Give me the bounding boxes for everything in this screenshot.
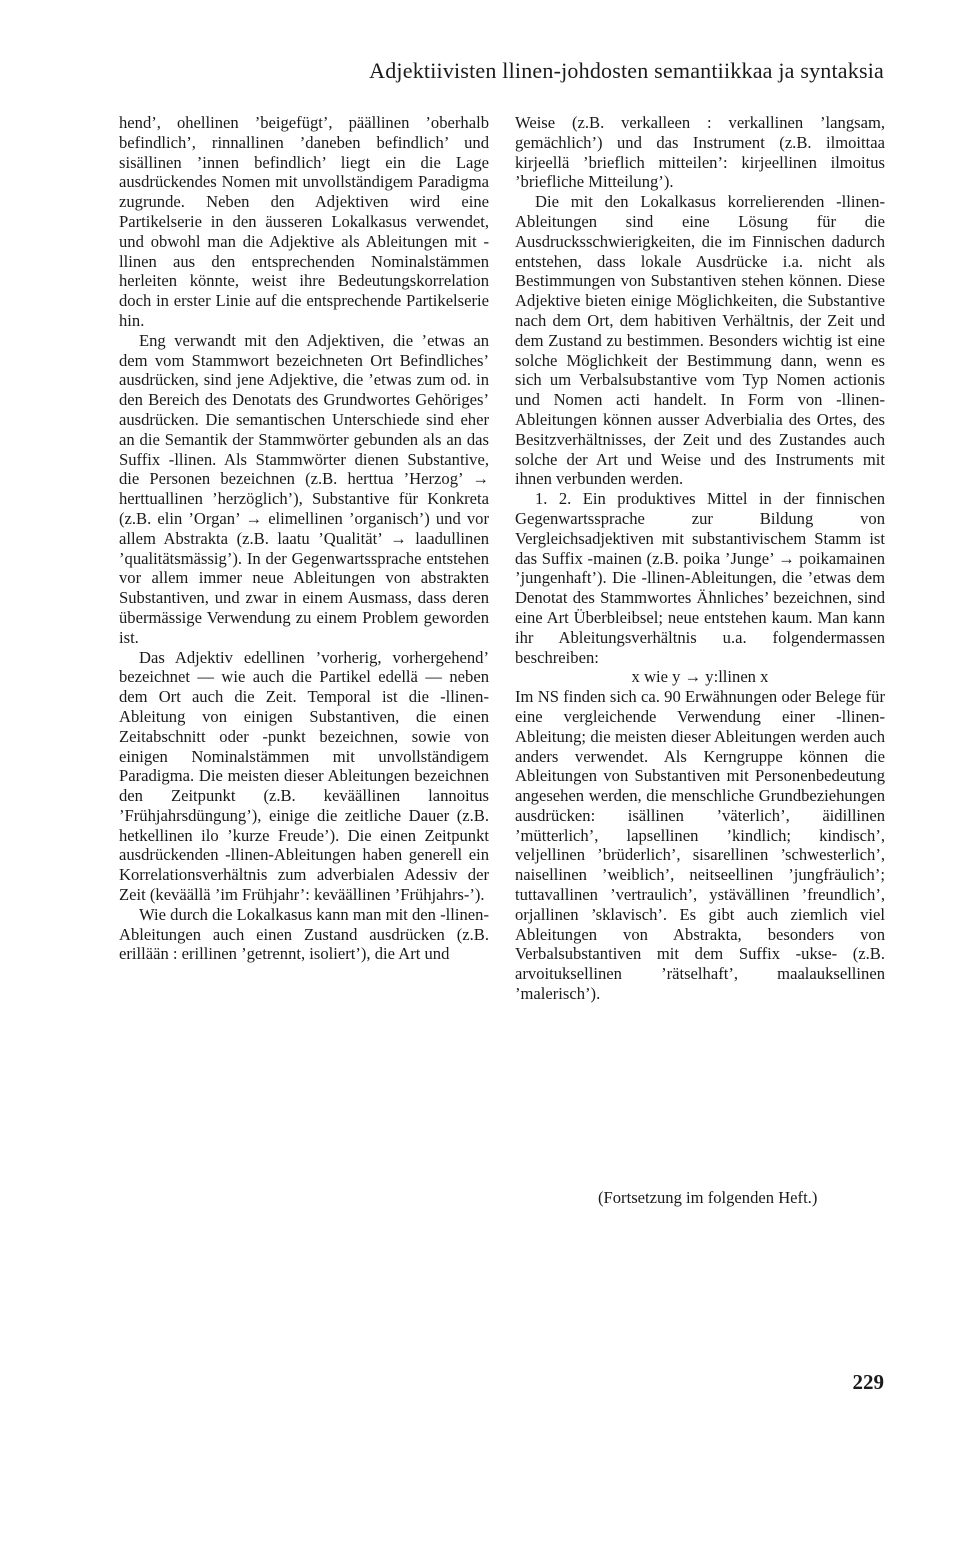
paragraph-temporal-adjectives: Das Adjektiv edellinen ’vorherig, vorhergehend’ bezeichnet — wie auch die Partikel edellä — neben dem Ort auch die Zeit. Temporal ist die -llinen-Ableitung von einigen Substantiven, die einen Zeitabschnitt oder -punkt bezeichnen, sowie von einigen Nominalstämmen mit unvollständigem Paradigma. Die meisten dieser Ableitungen bezeichnen den Zeitpunkt (z.B. keväällinen lannoitus ’Frühjahrsdüngung’), einige die zeitliche Dauer (z.B. hetkellinen ilo ’kurze Freude’). Die einen Zeitpunkt ausdrückenden -llinen-Ableitungen haben generell ein Korrelationsverhältnis zum adverbialen Adessiv der Zeit (keväällä ’im Frühjahr’: keväällinen ’Frühjahrs-’).	[119, 647, 489, 905]
paragraph-comparative-adjectives: 1. 2. Ein produktives Mittel in der finnischen Gegenwartssprache zur Bildung von Vergleichsadjektiven mit substantivischem Stamm ist das Suffix -mainen (z.B. poika ’Junge’ → poikamainen ’jungenhaft’). Die -llinen-Ableitungen, die ’etwas dem Denotat des Stammwortes Ähnliches’ bezeichnen, sind eine Art Überbleibsel; neue entstehen kaum. Man kann ihr Ableitungsverhältnis u.a. folgendermassen beschreiben:	[515, 489, 885, 667]
paragraph-locative-correlation: Die mit den Lokalkasus korrelierenden -llinen-Ableitungen sind eine Lösung für die Ausdrucksschwierigkeiten, die im Finnischen dadurch entstehen, dass lokale Ausdrücke i.a. nicht als Bestimmungen von Substantiven stehen können. Diese Adjektive bieten einige Möglichkeiten, die Substantive nach dem Ort, dem habitiven Verhältnis, der Zeit und dem Zustand zu bestimmen. Besonders wichtig ist eine solche Möglichkeit der Bestimmung dann, wenn es sich um Verbalsubstantive vom Typ Nomen actionis und Nomen acti handelt. In Form von -llinen-Ableitungen können ausser Adverbialia des Ortes, des Besitzverhältnisses, der Zeit und des Zustandes auch solche der Art und Weise und des Instruments mit ihnen verbunden werden.	[515, 192, 885, 489]
paragraph-state-adjectives: Wie durch die Lokalkasus kann man mit den -llinen-Ableitungen auch einen Zustand ausdrücken (z.B. erillään : erillinen ’getrennt, isoliert’), die Art und	[119, 904, 489, 964]
page-number: 229	[852, 1370, 884, 1394]
left-column	[119, 113, 489, 964]
paragraph-belonging-adjectives: Eng verwandt mit den Adjektiven, die ’etwas an dem vom Stammwort bezeichneten Ort Befindliches’ ausdrücken, sind jene Adjektive, die ’etwas zum od. in den Bereich des Denotats des Grundwortes Gehöriges’ ausdrücken. Die semantischen Unterschiede sind eher an die Semantik der Stammwörter gebunden als an das Suffix -llinen. Als Stammwörter dienen Substantive, die Personen bezeichnen (z.B. herttua ’Herzog’ → herttuallinen ’herzöglich’), Substantive für Konkreta (z.B. elin ’Organ’ → elimellinen ’organisch’) und vor allem Abstrakta (z.B. laatu ’Qualität’ → laadullinen ’qualitätsmässig’). In der Gegenwartssprache entstehen vor allem immer neue Ableitungen von abstrakten Substantiven, und zwar in einem Ausmass, dass deren übermässige Verwendung zu einem Problem geworden ist.	[119, 330, 489, 647]
derivation-formula: x wie y → y:llinen x	[631, 667, 769, 687]
continuation-note: (Fortsetzung im folgenden Heft.)	[598, 1188, 818, 1207]
paragraph-locative-adjectives: hend’, ohellinen ’beigefügt’, päällinen ’oberhalb befindlich’, rinnallinen ’daneben befindlich’ und sisällinen ’innen befindlich’ liegt ein die Lage ausdrückendes Nomen mit unvollständigem Paradigma zugrunde. Neben den Adjektiven wird eine Partikelserie in den äusseren Lokalkasus verwendet, und obwohl man die Adjektive als Ableitungen mit -llinen aus den entsprechenden Nominalstämmen herleiten könnte, weist ihre Bedeutungskorrelation doch in erster Linie auf die entsprechende Partikelserie hin.	[119, 113, 489, 330]
running-head: Adjektiivisten llinen-johdosten semantiikkaa ja syntaksia	[369, 58, 884, 83]
paragraph-manner-instrument: Weise (z.B. verkalleen : verkallinen ’langsam, gemächlich’) und das Instrument (z.B. ilmoittaa kirjeellä ’brieflich mitteilen’: kirjeellinen ilmoitus ’briefliche Mitteilung’).	[515, 113, 885, 192]
right-column	[515, 113, 885, 1004]
paragraph-ns-attestations: Im NS finden sich ca. 90 Erwähnungen oder Belege für eine vergleichende Verwendung einer -llinen-Ableitung; die meisten dieser Ableitungen werden auch anders verwendet. Als Kerngruppe können die Ableitungen von Substantiven mit Personenbedeutung angesehen werden, die menschliche Grundbeziehungen ausdrücken: isällinen ’väterlich’, äidillinen ’mütterlich’, lapsellinen ’kindlich; kindisch’, veljellinen ’brüderlich’, sisarellinen ’schwesterlich’, naisellinen ’weiblich’, neitseellinen ’jungfräulich’; tuttavallinen ’vertraulich’, ystävällinen ’freundlich’, orjallinen ’sklavisch’. Es gibt auch ziemlich viel Ableitungen von Abstrakta, besonders von Verbalsubstantiven mit dem Suffix -ukse- (z.B. arvoituksellinen ’rätselhaft’, maalauksellinen ’malerisch’).	[515, 687, 885, 1004]
